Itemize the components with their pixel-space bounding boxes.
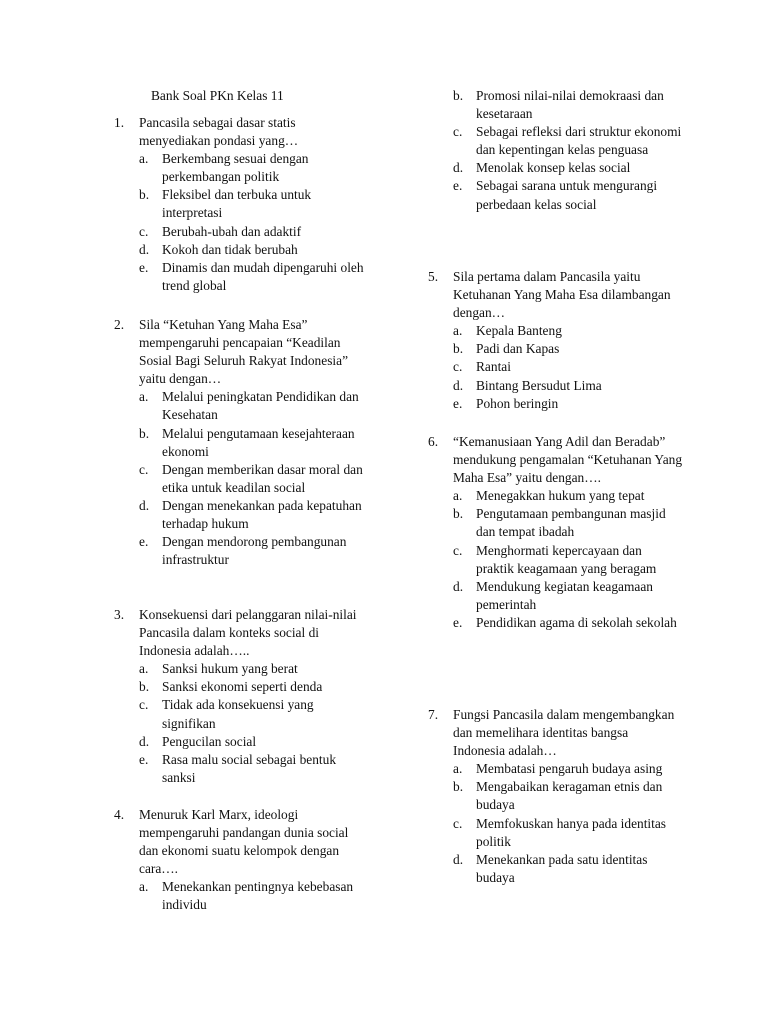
option-item (428, 487, 683, 505)
option-letter: b. (139, 679, 150, 695)
option-text: Dengan menekankan pada kepatuhan terhadap hukum (162, 497, 362, 532)
option-item (114, 660, 364, 678)
option-letter: b. (139, 425, 150, 441)
option-text: Berubah-ubah dan adaktif (162, 223, 302, 239)
option-item (428, 395, 683, 413)
question-text: “Kemanusiaan Yang Adil dan Beradab” mendukung pengamalan “Ketuhanan Yang Maha Esa” yaitu dengan…. (453, 434, 683, 486)
option-letter: b. (453, 506, 464, 522)
option-letter: a. (453, 323, 463, 339)
option-text: Melalui pengutamaan kesejahteraan ekonomi (162, 425, 355, 459)
option-text: Melalui peningkatan Pendidikan dan Kesehatan (162, 389, 359, 423)
option-letter: a. (453, 761, 463, 777)
option-item (114, 223, 364, 241)
option-text: Padi dan Kapas (476, 341, 560, 357)
option-item (428, 340, 683, 358)
option-item (428, 760, 683, 778)
option-text: Sebagai sarana untuk mengurangi perbedaan kelas social (476, 178, 658, 212)
option-item (428, 87, 683, 123)
option-text: Kepala Banteng (476, 323, 562, 339)
option-letter: b. (453, 341, 464, 357)
option-letter: e. (139, 259, 149, 275)
option-item (428, 614, 683, 632)
option-text: Sanksi ekonomi seperti denda (162, 679, 323, 695)
question-number: 5. (428, 269, 439, 284)
option-letter: a. (139, 389, 149, 405)
option-text: Pendidikan agama di sekolah sekolah (476, 614, 677, 630)
option-letter: e. (139, 534, 149, 550)
option-item (114, 497, 364, 533)
option-list (428, 322, 683, 412)
question-2 (114, 316, 364, 569)
option-letter: c. (453, 124, 463, 140)
option-text: Kokoh dan tidak berubah (162, 241, 298, 257)
option-letter: c. (453, 815, 463, 831)
option-item (114, 259, 364, 295)
option-text: Dinamis dan mudah dipengaruhi oleh trend global (162, 259, 364, 293)
option-letter: b. (453, 88, 464, 103)
option-item (428, 815, 683, 851)
option-item (428, 177, 683, 213)
option-text: Menolak konsep kelas social (476, 160, 631, 176)
question-text: Konsekuensi dari pelanggaran nilai-nilai Pancasila dalam konteks social di Indonesia adalah….. (139, 607, 357, 659)
option-letter: e. (453, 395, 463, 411)
option-text: Menekankan pada satu identitas budaya (476, 851, 648, 885)
option-letter: d. (139, 497, 150, 513)
option-item (428, 505, 683, 541)
question-1 (114, 114, 364, 295)
option-item (428, 377, 683, 395)
option-text: Mengabaikan keragaman etnis dan budaya (476, 779, 663, 813)
option-letter: d. (453, 377, 464, 393)
option-text: Mendukung kegiatan keagamaan pemerintah (476, 578, 653, 612)
option-item (114, 186, 364, 222)
option-list (114, 878, 364, 914)
option-text: Rasa malu social sebagai bentuk sanksi (162, 751, 337, 785)
option-item (114, 425, 364, 461)
option-letter: d. (139, 241, 150, 257)
option-item (114, 751, 364, 787)
option-letter: d. (453, 851, 464, 867)
option-text: Promosi nilai-nilai demokraasi dan kesetaraan (476, 88, 664, 122)
option-letter: a. (139, 151, 149, 167)
option-item (428, 159, 683, 177)
option-letter: e. (139, 751, 149, 767)
option-letter: c. (453, 359, 463, 375)
option-item (428, 778, 683, 814)
option-text: Pengucilan social (162, 733, 257, 749)
question-text: Pancasila sebagai dasar statis menyediakan pondasi yang… (139, 115, 299, 149)
option-item (428, 358, 683, 376)
question-text: Fungsi Pancasila dalam mengembangkan dan memelihara identitas bangsa Indonesia adalah… (453, 707, 675, 759)
option-text: Menghormati kepercayaan dan praktik keagamaan yang beragam (476, 542, 657, 576)
question-number: 2. (114, 317, 125, 332)
option-letter: c. (139, 697, 149, 713)
option-item (114, 696, 364, 732)
option-letter: c. (139, 223, 149, 239)
option-item (114, 733, 364, 751)
option-letter: c. (139, 461, 149, 477)
option-text: Berkembang sesuai dengan perkembangan politik (162, 151, 309, 185)
option-list (428, 760, 683, 887)
question-text: Sila “Ketuhan Yang Maha Esa” mempengaruhi pencapaian “Keadilan Sosial Bagi Seluruh Rakyat Indonesia” yaitu dengan… (139, 317, 349, 387)
question-text: Menuruk Karl Marx, ideologi mempengaruhi pandangan dunia social dan ekonomi suatu kelompok dengan cara…. (139, 807, 349, 877)
option-item (114, 461, 364, 497)
option-item (114, 678, 364, 696)
option-text: Membatasi pengaruh budaya asing (476, 761, 663, 777)
question-number: 1. (114, 115, 125, 130)
question-6 (428, 433, 683, 632)
option-text: Menekankan pentingnya kebebasan individu (162, 879, 354, 913)
option-letter: e. (453, 178, 463, 194)
option-letter: d. (453, 578, 464, 594)
option-letter: b. (139, 187, 150, 203)
option-letter: a. (139, 879, 149, 895)
option-item (114, 388, 364, 424)
question-3 (114, 606, 364, 787)
question-4-continued (428, 87, 683, 214)
option-text: Rantai (476, 359, 511, 375)
option-item (114, 150, 364, 186)
option-list (114, 150, 364, 295)
option-letter: c. (453, 542, 463, 558)
option-text: Bintang Bersudut Lima (476, 377, 602, 393)
option-item (428, 322, 683, 340)
option-letter: d. (139, 733, 150, 749)
question-5 (428, 268, 683, 413)
option-text: Sebagai refleksi dari struktur ekonomi dan kepentingan kelas penguasa (476, 124, 682, 158)
option-item (114, 533, 364, 569)
option-letter: a. (453, 488, 463, 504)
question-number: 4. (114, 807, 125, 822)
question-7 (428, 706, 683, 887)
option-item (428, 578, 683, 614)
option-text: Memfokuskan hanya pada identitas politik (476, 815, 667, 849)
question-number: 3. (114, 607, 125, 622)
option-item (428, 123, 683, 159)
question-number: 7. (428, 707, 439, 722)
option-text: Tidak ada konsekuensi yang signifikan (162, 697, 314, 731)
question-number: 6. (428, 434, 439, 449)
option-text: Sanksi hukum yang berat (162, 661, 298, 677)
option-list (428, 87, 683, 214)
option-item (114, 878, 364, 914)
option-text: Fleksibel dan terbuka untuk interpretasi (162, 187, 312, 221)
option-letter: b. (453, 779, 464, 795)
option-list (114, 660, 364, 787)
option-text: Pengutamaan pembangunan masjid dan tempat ibadah (476, 506, 666, 540)
option-text: Menegakkan hukum yang tepat (476, 488, 645, 504)
option-text: Dengan mendorong pembangunan infrastruktur (162, 534, 347, 568)
option-text: Dengan memberikan dasar moral dan etika untuk keadilan social (162, 461, 363, 495)
option-letter: a. (139, 661, 149, 677)
option-item (428, 851, 683, 887)
question-4 (114, 806, 364, 915)
option-text: Pohon beringin (476, 395, 559, 411)
question-text: Sila pertama dalam Pancasila yaitu Ketuhanan Yang Maha Esa dilambangan dengan… (453, 269, 671, 321)
option-list (428, 487, 683, 632)
document-title: Bank Soal PKn Kelas 11 (151, 88, 284, 103)
option-item (114, 241, 364, 259)
option-list (114, 388, 364, 569)
option-letter: e. (453, 614, 463, 630)
option-letter: d. (453, 160, 464, 176)
option-item (428, 542, 683, 578)
